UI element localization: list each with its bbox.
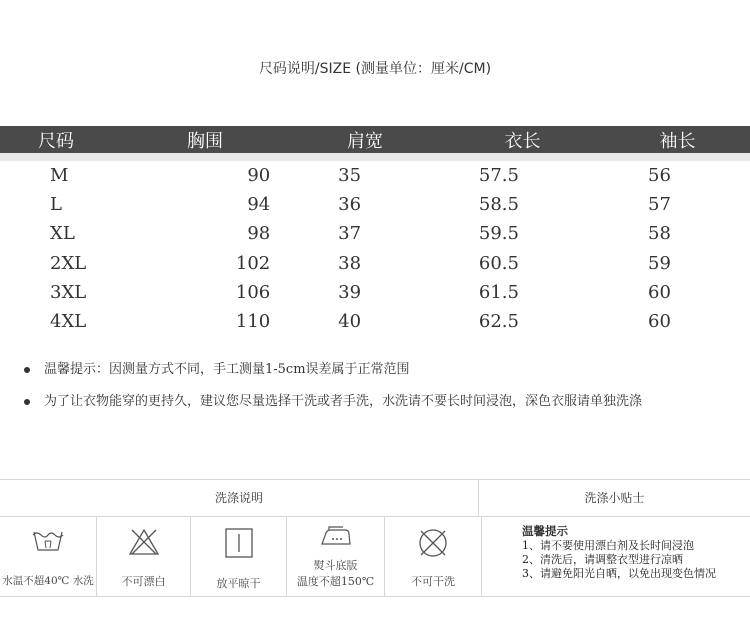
note-text: 为了让衣物能穿的更持久，建议您尽量选择干洗或者手洗，水洗请不要长时间浸泡，深色衣服请单独洗涤 (44, 394, 643, 409)
page-title: 尺码说明/SIZE (测量单位：厘米/CM) (258, 61, 492, 77)
cell-size: 4XL (50, 311, 87, 333)
cell-shoulder: 35 (338, 165, 362, 187)
symbol-no-dry-clean (385, 517, 482, 596)
symbol-label-line2: 温度不超150℃ (296, 575, 375, 588)
cell-length: 60.5 (478, 252, 519, 274)
header-shoulder: 肩宽 (347, 130, 383, 152)
cell-chest: 94 (247, 194, 271, 216)
dry-flat-icon (224, 527, 254, 559)
header-sleeve: 袖长 (659, 130, 696, 152)
note-text: 温馨提示：因测量方式不同，手工测量1-5cm误差属于正常范围 (44, 362, 410, 377)
tip-item: 2、清洗后，请调整衣型进行凉晒 (522, 553, 683, 566)
washing-section (0, 479, 750, 597)
tips-title: 温馨提示 (522, 524, 568, 538)
cell-size: XL (50, 223, 75, 245)
cell-sleeve: 60 (648, 311, 671, 333)
no-dry-clean-icon (417, 527, 449, 559)
washing-instructions-title: 洗涤说明 (0, 480, 479, 516)
symbol-label: 不可干洗 (411, 575, 455, 588)
note-item (22, 392, 742, 424)
cell-length: 61.5 (478, 281, 519, 303)
cell-length: 57.5 (478, 165, 519, 187)
washing-tips-title: 洗涤小贴士 (584, 491, 645, 505)
cell-chest: 90 (247, 165, 271, 187)
symbol-label: 水温不超40℃ 水洗 (2, 575, 94, 587)
header-length: 衣长 (504, 130, 541, 152)
cell-shoulder: 36 (338, 194, 362, 216)
tip-item: 3、请避免阳光自晒，以免出现变色情况 (522, 567, 716, 580)
notes-list (22, 360, 742, 424)
cell-sleeve: 60 (648, 281, 671, 303)
header-size: 尺码 (38, 130, 74, 152)
table-header (0, 126, 750, 153)
header-shadow (0, 153, 750, 161)
bullet-icon (24, 367, 30, 373)
cell-chest: 98 (247, 223, 271, 245)
cell-chest: 110 (235, 311, 271, 333)
cell-size: L (50, 194, 62, 216)
header-chest: 胸围 (187, 130, 223, 152)
symbol-wash (0, 517, 97, 596)
cell-shoulder: 40 (338, 311, 362, 333)
wash-tub-icon (31, 527, 65, 553)
washing-body (0, 517, 750, 596)
table-row (0, 249, 750, 278)
cell-shoulder: 37 (338, 223, 362, 245)
size-table (0, 126, 750, 336)
cell-size: 3XL (50, 281, 87, 303)
table-row (0, 161, 750, 190)
symbol-dry-flat (191, 517, 287, 596)
table-row (0, 278, 750, 307)
tip-item: 1、请不要使用漂白剂及长时间浸泡 (522, 539, 694, 552)
cell-chest: 106 (235, 281, 271, 303)
symbol-label: 放平晾干 (216, 577, 261, 590)
symbol-label-line1: 熨斗底版 (313, 559, 358, 572)
cell-sleeve: 58 (648, 223, 671, 245)
bullet-icon (24, 399, 30, 405)
cell-chest: 102 (235, 252, 271, 274)
cell-length: 62.5 (478, 311, 519, 333)
cell-size: 2XL (50, 252, 87, 274)
cell-length: 59.5 (478, 223, 519, 245)
symbol-no-bleach (97, 517, 191, 596)
cell-sleeve: 56 (648, 165, 671, 187)
washing-header (0, 480, 750, 517)
washing-tips (482, 517, 750, 596)
cell-sleeve: 57 (648, 194, 671, 216)
no-bleach-icon (128, 527, 160, 557)
cell-size: M (50, 165, 69, 187)
table-row (0, 190, 750, 219)
iron-icon (319, 525, 353, 547)
cell-shoulder: 38 (338, 252, 362, 274)
table-row (0, 307, 750, 336)
cell-shoulder: 39 (338, 281, 362, 303)
cell-length: 58.5 (478, 194, 519, 216)
note-item (22, 360, 742, 392)
cell-sleeve: 59 (648, 252, 671, 274)
table-row (0, 219, 750, 248)
symbol-iron (287, 517, 385, 596)
symbol-label: 不可漂白 (121, 575, 166, 588)
